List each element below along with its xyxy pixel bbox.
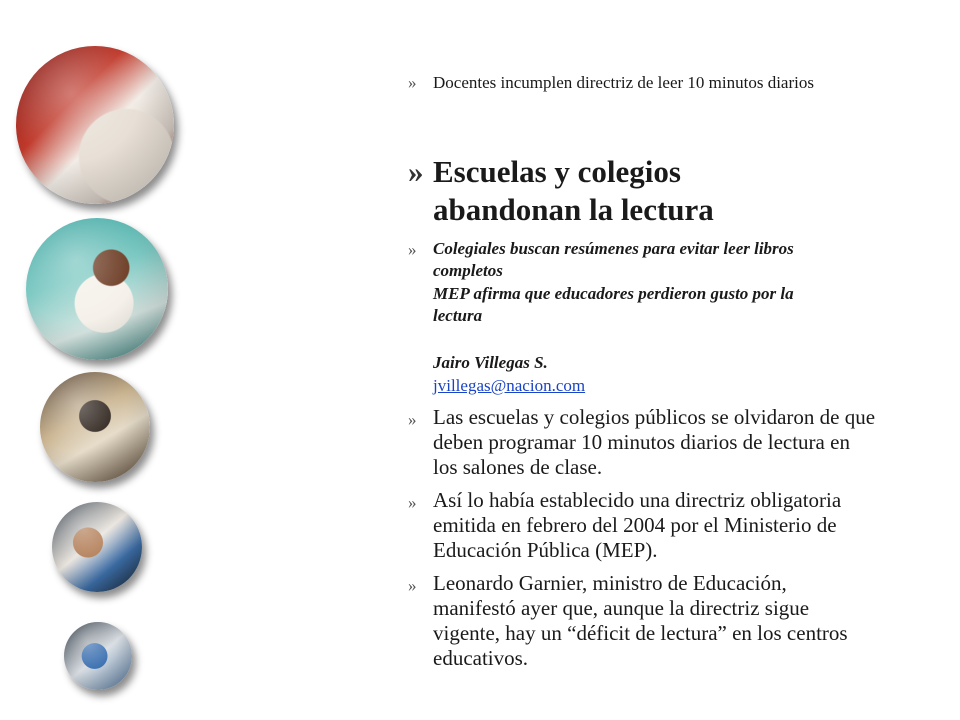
classroom-photo-3 [40, 372, 150, 482]
subtitle-line: MEP afirma que educadores perdieron gusto por la [433, 284, 794, 303]
bullet-icon: » [408, 493, 417, 512]
paragraph-line: Leonardo Garnier, ministro de Educación, [433, 571, 787, 595]
bullet-icon: » [408, 240, 417, 259]
classroom-photo-2 [26, 218, 168, 360]
author-email-link[interactable]: jvillegas@nacion.com [433, 376, 586, 395]
classroom-photo-5 [64, 622, 132, 690]
paragraph-line: los salones de clase. [433, 455, 603, 479]
article-title-line-1: Escuelas y colegios [433, 154, 681, 189]
article-title-line-2: abandonan la lectura [433, 192, 714, 227]
paragraph-line: deben programar 10 minutos diarios de lectura en [433, 430, 850, 454]
paragraph-line: manifestó ayer que, aunque la directriz sigue [433, 596, 810, 620]
headline-link[interactable]: Docentes incumplen directriz de leer 10 minutos diarios [433, 73, 814, 92]
paragraph-line: Las escuelas y colegios públicos se olvidaron de que [433, 405, 876, 429]
author-name: Jairo Villegas S. [433, 353, 548, 372]
classroom-photo-4 [52, 502, 142, 592]
subtitle-line: Colegiales buscan resúmenes para evitar leer libros [433, 239, 794, 258]
bullet-icon: » [408, 73, 417, 92]
bullet-icon: » [408, 410, 417, 429]
paragraph-line: Educación Pública (MEP). [433, 538, 658, 562]
paragraph-line: vigente, hay un “déficit de lectura” en los centros [433, 621, 848, 645]
paragraph-line: emitida en febrero del 2004 por el Ministerio de [433, 513, 837, 537]
paragraph-line: educativos. [433, 646, 529, 670]
paragraph-line: Así lo había establecido una directriz obligatoria [433, 488, 842, 512]
bullet-icon: » [408, 154, 424, 189]
bullet-icon: » [408, 576, 417, 595]
subtitle-line: lectura [433, 306, 483, 325]
classroom-photo-1 [16, 46, 174, 204]
subtitle-line: completos [433, 261, 503, 280]
